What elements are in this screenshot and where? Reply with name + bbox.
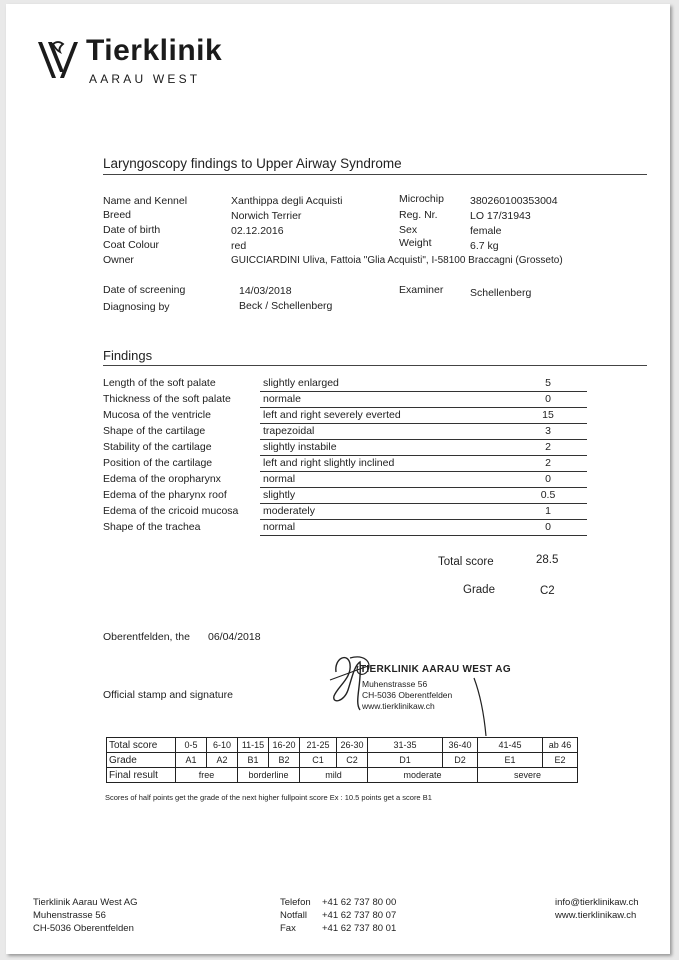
finding-label: Edema of the cricoid mucosa	[103, 505, 239, 517]
findings-divider	[103, 365, 647, 366]
breed-value: Norwich Terrier	[231, 210, 302, 222]
fax-number: +41 62 737 80 01	[322, 923, 397, 934]
finding-value: normal	[260, 473, 542, 488]
owner-value: GUICCIARDINI Uliva, Fattoia "Glia Acquisti", I-58100 Braccagni (Grosseto)	[231, 255, 563, 266]
finding-value: normal	[260, 521, 542, 536]
range-cell: ab 46	[543, 738, 578, 753]
weight-label: Weight	[399, 237, 432, 249]
finding-value: trapezoidal	[260, 425, 542, 440]
diagnosing-label: Diagnosing by	[103, 301, 170, 313]
sex-value: female	[470, 225, 502, 237]
grade-cell: A2	[207, 753, 238, 768]
title-divider	[103, 174, 647, 175]
document-title: Laryngoscopy findings to Upper Airway Syndrome	[103, 156, 402, 171]
finding-label: Mucosa of the ventricle	[103, 409, 211, 421]
examiner-label: Examiner	[399, 284, 444, 296]
result-cell: borderline	[238, 768, 300, 783]
website-link[interactable]: www.tierklinikaw.ch	[555, 910, 637, 921]
range-cell: 26-30	[337, 738, 368, 753]
finding-score: 0.5	[509, 489, 587, 504]
range-cell: 0-5	[176, 738, 207, 753]
grade-cell: D2	[443, 753, 478, 768]
finding-value: normale	[260, 393, 542, 408]
finding-label: Shape of the cartilage	[103, 425, 206, 437]
total-score-value: 28.5	[536, 554, 559, 566]
finding-score: 1	[509, 505, 587, 520]
table-row	[107, 753, 578, 768]
signature-date: 06/04/2018	[208, 631, 261, 643]
grade-reference-table	[106, 737, 578, 783]
owner-label: Owner	[103, 254, 134, 266]
stamp-line: Muhenstrasse 56	[362, 679, 428, 689]
result-cell: moderate	[368, 768, 478, 783]
finding-value: slightly enlarged	[260, 377, 542, 392]
grade-cell: E1	[478, 753, 543, 768]
finding-value: moderately	[260, 505, 542, 520]
diagnosing-value: Beck / Schellenberg	[239, 300, 333, 312]
footer-company: Tierklinik Aarau West AG	[33, 897, 138, 908]
result-cell: mild	[300, 768, 368, 783]
grade-label: Grade	[463, 584, 495, 596]
finding-score: 3	[509, 425, 587, 440]
footer-contact	[555, 896, 639, 922]
stamp-line: www.tierklinikaw.ch	[362, 701, 435, 711]
range-cell: 36-40	[443, 738, 478, 753]
total-score-label: Total score	[438, 556, 494, 568]
finding-value: slightly instabile	[260, 441, 542, 456]
fax-label: Fax	[280, 923, 296, 934]
table-header-cell: Total score	[107, 738, 176, 753]
footer-phone-numbers	[322, 896, 396, 935]
footer-address	[33, 896, 138, 935]
signature-label: Official stamp and signature	[103, 689, 233, 701]
result-cell: severe	[478, 768, 578, 783]
coat-value: red	[231, 240, 247, 252]
finding-value: slightly	[260, 489, 542, 504]
finding-label: Position of the cartilage	[103, 457, 213, 469]
finding-score: 2	[509, 457, 587, 472]
range-cell: 31-35	[368, 738, 443, 753]
grade-value: C2	[540, 585, 555, 597]
footer-street: Muhenstrasse 56	[33, 910, 106, 921]
microchip-label: Microchip	[399, 193, 444, 205]
scoring-note: Scores of half points get the grade of the next higher fullpoint score Ex : 10.5 points get a score B1	[105, 793, 432, 802]
finding-label: Edema of the pharynx roof	[103, 489, 227, 501]
grade-cell: C1	[300, 753, 337, 768]
name-value: Xanthippa degli Acquisti	[231, 195, 343, 207]
range-cell: 41-45	[478, 738, 543, 753]
finding-label: Thickness of the soft palate	[103, 393, 231, 405]
microchip-value: 380260100353004	[470, 195, 558, 207]
screening-label: Date of screening	[103, 284, 186, 296]
clinic-subtitle: AARAU WEST	[89, 72, 201, 86]
weight-value: 6.7 kg	[470, 240, 499, 252]
footer-city: CH-5036 Oberentfelden	[33, 923, 134, 934]
grade-cell: C2	[337, 753, 368, 768]
finding-value: left and right severely everted	[260, 409, 542, 424]
finding-label: Shape of the trachea	[103, 521, 201, 533]
grade-cell: B2	[269, 753, 300, 768]
range-cell: 21-25	[300, 738, 337, 753]
stamp-line: CH-5036 Oberentfelden	[362, 690, 453, 700]
dob-label: Date of birth	[103, 224, 161, 236]
finding-label: Edema of the oropharynx	[103, 473, 221, 485]
footer-phone-labels	[280, 896, 311, 935]
email-link[interactable]: info@tierklinikaw.ch	[555, 897, 639, 908]
grade-cell: B1	[238, 753, 269, 768]
table-row	[107, 738, 578, 753]
phone-label: Telefon	[280, 897, 311, 908]
result-cell: free	[176, 768, 238, 783]
range-cell: 11-15	[238, 738, 269, 753]
screening-value: 14/03/2018	[239, 285, 292, 297]
grade-cell: D1	[368, 753, 443, 768]
dob-value: 02.12.2016	[231, 225, 284, 237]
breed-label: Breed	[103, 209, 132, 221]
examiner-value: Schellenberg	[470, 287, 532, 299]
finding-label: Length of the soft palate	[103, 377, 216, 389]
finding-score: 15	[509, 409, 587, 424]
name-label: Name and Kennel	[103, 195, 188, 207]
findings-heading: Findings	[103, 348, 153, 363]
range-cell: 6-10	[207, 738, 238, 753]
emergency-number: +41 62 737 80 07	[322, 910, 397, 921]
table-row	[107, 768, 578, 783]
clinic-name: Tierklinik	[86, 34, 223, 67]
sex-label: Sex	[399, 224, 418, 236]
finding-score: 2	[509, 441, 587, 456]
stamp-line: TIERKLINIK AARAU WEST AG	[360, 664, 511, 675]
place-label: Oberentfelden, the	[103, 631, 190, 643]
reg-label: Reg. Nr.	[399, 209, 438, 221]
grade-cell: A1	[176, 753, 207, 768]
table-header-cell: Grade	[107, 753, 176, 768]
finding-score: 5	[509, 377, 587, 392]
table-header-cell: Final result	[107, 768, 176, 783]
finding-value: left and right slightly inclined	[260, 457, 542, 472]
finding-score: 0	[509, 473, 587, 488]
grade-cell: E2	[543, 753, 578, 768]
handwritten-signature	[324, 644, 504, 739]
document-page	[6, 4, 670, 954]
finding-score: 0	[509, 521, 587, 536]
phone-number: +41 62 737 80 00	[322, 897, 397, 908]
reg-value: LO 17/31943	[470, 210, 531, 222]
coat-label: Coat Colour	[103, 239, 160, 251]
emergency-label: Notfall	[280, 910, 307, 921]
finding-label: Stability of the cartilage	[103, 441, 212, 453]
clinic-logo-icon	[36, 38, 80, 82]
range-cell: 16-20	[269, 738, 300, 753]
finding-score: 0	[509, 393, 587, 408]
